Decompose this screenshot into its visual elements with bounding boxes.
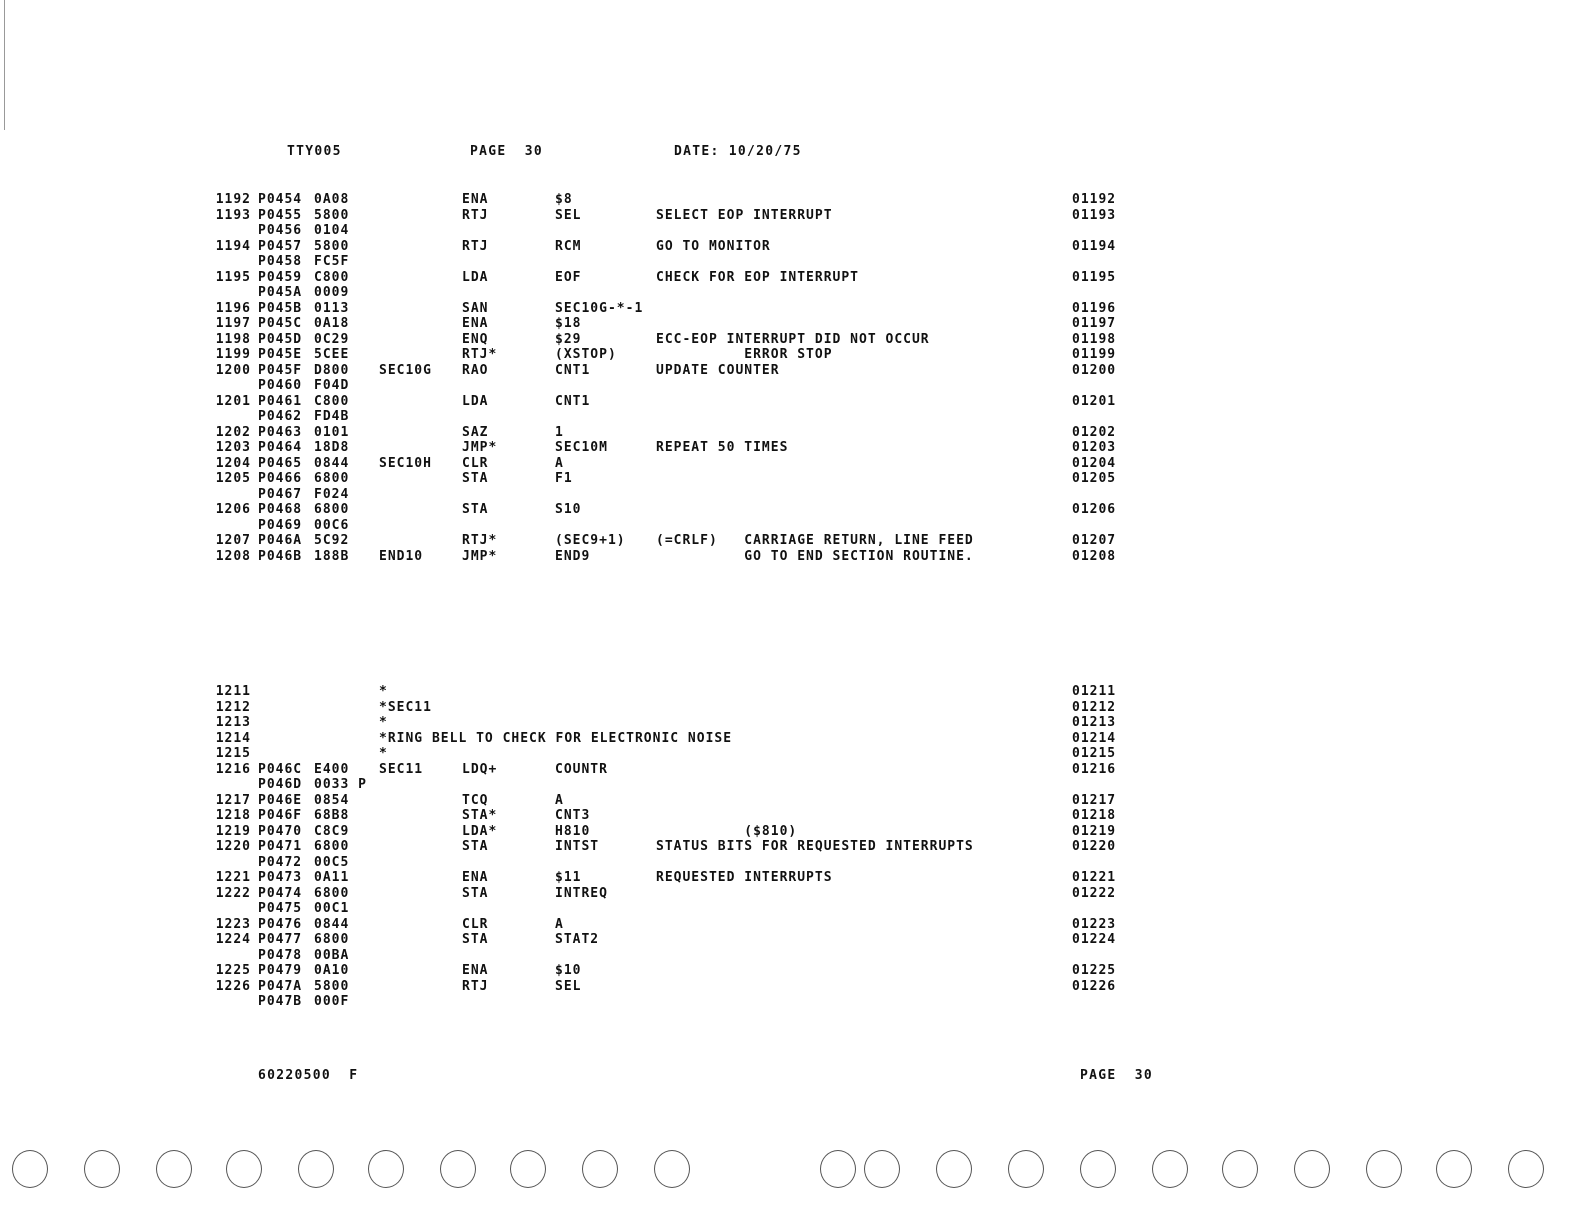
line-number: 1205 <box>215 471 251 486</box>
listing-line <box>0 824 1584 840</box>
object-code: 68B8 <box>314 808 350 823</box>
line-number: 1220 <box>215 839 251 854</box>
footer-page: PAGE 30 <box>1080 1068 1154 1083</box>
object-code: 000F <box>314 994 350 1009</box>
listing-line <box>0 963 1584 979</box>
object-code: 6800 <box>314 471 350 486</box>
line-number: 1194 <box>215 238 251 254</box>
listing-line <box>0 254 1584 270</box>
object-code: 0A08 <box>314 192 350 207</box>
line-number: 1195 <box>215 269 251 285</box>
operand: (SEC9+1) <box>555 533 626 548</box>
object-code: 6800 <box>314 839 350 854</box>
sequence-number: 01194 <box>1072 238 1117 254</box>
comment-text: * <box>379 715 388 730</box>
listing-line <box>0 208 1584 224</box>
comment: CHECK FOR EOP INTERRUPT <box>656 269 860 285</box>
listing-line <box>0 855 1584 871</box>
opcode: STA <box>462 839 489 854</box>
sequence-number: 01193 <box>1072 207 1117 223</box>
address: P0466 <box>258 471 303 486</box>
object-code: 00BA <box>314 947 350 963</box>
comment: (=CRLF) CARRIAGE RETURN, LINE FEED <box>656 533 974 548</box>
program-name: TTY005 <box>287 144 342 159</box>
operand: SEC10G-*-1 <box>555 300 644 316</box>
line-number: 1197 <box>215 316 251 331</box>
listing-line <box>0 239 1584 255</box>
punch-hole <box>864 1150 900 1188</box>
address: P045F <box>258 362 303 378</box>
operand: 1 <box>555 424 564 440</box>
opcode: SAZ <box>462 424 489 440</box>
punch-hole <box>1436 1150 1472 1188</box>
address: P046B <box>258 548 303 564</box>
operand: END9 <box>555 548 591 564</box>
sequence-number: 01211 <box>1072 684 1117 699</box>
opcode: ENA <box>462 316 489 331</box>
sequence-number: 01221 <box>1072 870 1117 885</box>
address: P046E <box>258 792 303 808</box>
line-number: 1226 <box>215 978 251 994</box>
line-number: 1211 <box>215 684 251 699</box>
address: P0468 <box>258 502 303 517</box>
sequence-number: 01196 <box>1072 300 1117 316</box>
punch-hole <box>510 1150 546 1188</box>
address: P0462 <box>258 409 303 424</box>
opcode: SAN <box>462 300 489 316</box>
address: P0461 <box>258 393 303 409</box>
sequence-number: 01226 <box>1072 978 1117 994</box>
opcode: LDA <box>462 393 489 409</box>
listing-line <box>0 347 1584 363</box>
listing-block-2 <box>0 684 1584 1010</box>
operand: $10 <box>555 963 582 978</box>
operand: (XSTOP) <box>555 347 617 362</box>
line-number: 1217 <box>215 792 251 808</box>
punch-hole <box>156 1150 192 1188</box>
comment: UPDATE COUNTER <box>656 362 780 378</box>
punch-hole <box>1008 1150 1044 1188</box>
listing-line <box>0 301 1584 317</box>
operand: $29 <box>555 331 582 347</box>
listing-line <box>0 762 1584 778</box>
listing-line <box>0 471 1584 487</box>
listing-line <box>0 979 1584 995</box>
comment: GO TO END SECTION ROUTINE. <box>656 548 974 564</box>
listing-line <box>0 948 1584 964</box>
listing-line <box>0 518 1584 534</box>
listing-line <box>0 777 1584 793</box>
object-code: 5C92 <box>314 533 350 548</box>
listing-line <box>0 870 1584 886</box>
sequence-number: 01192 <box>1072 192 1117 207</box>
sequence-number: 01224 <box>1072 932 1117 947</box>
operand: INTREQ <box>555 885 608 901</box>
object-code: 0113 <box>314 300 350 316</box>
object-code: 0A11 <box>314 870 350 885</box>
operand: SEL <box>555 207 582 223</box>
sequence-number: 01204 <box>1072 455 1117 471</box>
listing-line <box>0 684 1584 700</box>
address: P0456 <box>258 223 303 238</box>
listing-line <box>0 332 1584 348</box>
address: P046A <box>258 533 303 548</box>
object-code: C800 <box>314 393 350 409</box>
punch-hole <box>1366 1150 1402 1188</box>
address: P0474 <box>258 885 303 901</box>
object-code: 0A10 <box>314 963 350 978</box>
sequence-number: 01205 <box>1072 471 1117 486</box>
address: P0455 <box>258 207 303 223</box>
address: P045B <box>258 300 303 316</box>
object-code: C800 <box>314 269 350 285</box>
object-code: 6800 <box>314 885 350 901</box>
address: P0477 <box>258 932 303 947</box>
object-code: 0101 <box>314 424 350 440</box>
opcode: RTJ <box>462 978 489 994</box>
sequence-number: 01217 <box>1072 792 1117 808</box>
line-number: 1200 <box>215 362 251 378</box>
opcode: RTJ* <box>462 533 498 548</box>
comment: REPEAT 50 TIMES <box>656 440 789 455</box>
address: P045C <box>258 316 303 331</box>
address: P047A <box>258 978 303 994</box>
line-number: 1208 <box>215 548 251 564</box>
comment-text: * <box>379 746 388 761</box>
line-number: 1201 <box>215 393 251 409</box>
punch-hole <box>84 1150 120 1188</box>
address: P0458 <box>258 254 303 269</box>
sequence-number: 01225 <box>1072 963 1117 978</box>
sequence-number: 01206 <box>1072 502 1117 517</box>
punch-hole <box>368 1150 404 1188</box>
listing-line <box>0 223 1584 239</box>
punch-hole <box>298 1150 334 1188</box>
sequence-number: 01218 <box>1072 808 1117 823</box>
object-code: 00C1 <box>314 901 350 916</box>
line-number: 1218 <box>215 808 251 823</box>
object-code: 0A18 <box>314 316 350 331</box>
punch-hole <box>1080 1150 1116 1188</box>
line-number: 1224 <box>215 932 251 947</box>
line-number: 1215 <box>215 746 251 761</box>
address: P0470 <box>258 823 303 839</box>
punch-holes <box>0 1140 1584 1210</box>
address: P0478 <box>258 947 303 963</box>
listing-line <box>0 316 1584 332</box>
line-number: 1212 <box>215 699 251 715</box>
line-number: 1225 <box>215 963 251 978</box>
opcode: RTJ <box>462 207 489 223</box>
object-code: 5800 <box>314 207 350 223</box>
object-code: 0104 <box>314 223 350 238</box>
object-code: 5800 <box>314 238 350 254</box>
sequence-number: 01220 <box>1072 839 1117 854</box>
sequence-number: 01212 <box>1072 699 1117 715</box>
sequence-number: 01200 <box>1072 362 1117 378</box>
listing-line <box>0 886 1584 902</box>
sequence-number: 01198 <box>1072 331 1117 347</box>
punch-hole <box>1294 1150 1330 1188</box>
operand: CNT3 <box>555 808 591 823</box>
opcode: STA <box>462 471 489 486</box>
sequence-number: 01197 <box>1072 316 1117 331</box>
opcode: RAO <box>462 362 489 378</box>
opcode: ENA <box>462 963 489 978</box>
listing-line <box>0 901 1584 917</box>
address: P046D <box>258 777 303 792</box>
comment: ($810) <box>656 823 798 839</box>
operand: COUNTR <box>555 761 608 777</box>
address: P0476 <box>258 916 303 932</box>
listing-line <box>0 549 1584 565</box>
object-code: 0844 <box>314 455 350 471</box>
punch-hole <box>582 1150 618 1188</box>
listing-line <box>0 192 1584 208</box>
listing-line <box>0 793 1584 809</box>
operand: $18 <box>555 316 582 331</box>
address: P047B <box>258 994 303 1009</box>
operand: $11 <box>555 870 582 885</box>
listing-line <box>0 808 1584 824</box>
sequence-number: 01215 <box>1072 746 1117 761</box>
opcode: STA* <box>462 808 498 823</box>
listing-line <box>0 285 1584 301</box>
paper-edge <box>4 0 5 130</box>
object-code: C8C9 <box>314 823 350 839</box>
address: P0467 <box>258 486 303 502</box>
comment: ECC-EOP INTERRUPT DID NOT OCCUR <box>656 331 930 347</box>
line-number: 1223 <box>215 916 251 932</box>
line-number: 1214 <box>215 730 251 746</box>
opcode: ENA <box>462 192 489 207</box>
label: END10 <box>379 548 424 564</box>
sequence-number: 01208 <box>1072 548 1117 564</box>
opcode: RTJ* <box>462 347 498 362</box>
listing-line <box>0 425 1584 441</box>
address: P0473 <box>258 870 303 885</box>
opcode: CLR <box>462 916 489 932</box>
address: P0454 <box>258 192 303 207</box>
opcode: CLR <box>462 455 489 471</box>
sequence-number: 01222 <box>1072 885 1117 901</box>
punch-hole <box>1152 1150 1188 1188</box>
address: P045A <box>258 285 303 300</box>
label: SEC10H <box>379 455 432 471</box>
punch-hole <box>820 1150 856 1188</box>
address: P0471 <box>258 839 303 854</box>
line-number: 1213 <box>215 715 251 730</box>
operand: $8 <box>555 192 573 207</box>
line-number: 1216 <box>215 761 251 777</box>
comment: REQUESTED INTERRUPTS <box>656 870 833 885</box>
object-code: F04D <box>314 378 350 393</box>
listing-line <box>0 746 1584 762</box>
listing-line <box>0 363 1584 379</box>
punch-hole <box>226 1150 262 1188</box>
operand: A <box>555 792 564 808</box>
comment-text: * <box>379 684 388 699</box>
object-code: 6800 <box>314 932 350 947</box>
listing-line <box>0 994 1584 1010</box>
line-number: 1203 <box>215 440 251 455</box>
address: P0472 <box>258 854 303 870</box>
listing-line <box>0 394 1584 410</box>
listing-line <box>0 715 1584 731</box>
sequence-number: 01202 <box>1072 424 1117 440</box>
comment-text: *SEC11 <box>379 699 432 715</box>
object-code: 188B <box>314 548 350 564</box>
opcode: LDA <box>462 269 489 285</box>
line-number: 1221 <box>215 870 251 885</box>
punch-hole <box>1508 1150 1544 1188</box>
object-code: 00C5 <box>314 854 350 870</box>
opcode: ENQ <box>462 331 489 347</box>
operand: F1 <box>555 471 573 486</box>
line-number: 1199 <box>215 347 251 362</box>
operand: H810 <box>555 823 591 839</box>
sequence-number: 01207 <box>1072 533 1117 548</box>
punch-hole <box>654 1150 690 1188</box>
address: P0464 <box>258 440 303 455</box>
operand: SEC10M <box>555 440 608 455</box>
listing-line <box>0 917 1584 933</box>
label: SEC11 <box>379 761 424 777</box>
punch-hole <box>1222 1150 1258 1188</box>
punch-hole <box>936 1150 972 1188</box>
comment: ERROR STOP <box>656 347 833 362</box>
punch-hole <box>12 1150 48 1188</box>
operand: A <box>555 916 564 932</box>
listing-block-1 <box>0 192 1584 564</box>
sequence-number: 01195 <box>1072 269 1117 285</box>
listing-line <box>0 839 1584 855</box>
document-number: 60220500 F <box>258 1068 359 1083</box>
object-code: E400 <box>314 761 350 777</box>
listing-line <box>0 270 1584 286</box>
operand: SEL <box>555 978 582 994</box>
listing-line <box>0 487 1584 503</box>
address: P0459 <box>258 269 303 285</box>
operand: STAT2 <box>555 932 600 947</box>
sequence-number: 01219 <box>1072 823 1117 839</box>
listing-line <box>0 502 1584 518</box>
object-code: 18D8 <box>314 440 350 455</box>
line-number: 1192 <box>215 192 251 207</box>
object-code: F024 <box>314 486 350 502</box>
comment: STATUS BITS FOR REQUESTED INTERRUPTS <box>656 839 974 854</box>
opcode: JMP* <box>462 440 498 455</box>
object-code: 0844 <box>314 916 350 932</box>
address: P045E <box>258 347 303 362</box>
punch-hole <box>440 1150 476 1188</box>
object-code: 0C29 <box>314 331 350 347</box>
comment: GO TO MONITOR <box>656 238 771 254</box>
line-number: 1207 <box>215 533 251 548</box>
sequence-number: 01213 <box>1072 715 1117 730</box>
address: P0465 <box>258 455 303 471</box>
address: P0475 <box>258 901 303 916</box>
opcode: STA <box>462 885 489 901</box>
listing-line <box>0 409 1584 425</box>
address: P0469 <box>258 517 303 533</box>
operand: CNT1 <box>555 362 591 378</box>
object-code: 5800 <box>314 978 350 994</box>
line-number: 1198 <box>215 331 251 347</box>
object-code: 5CEE <box>314 347 350 362</box>
object-code: 0854 <box>314 792 350 808</box>
operand: A <box>555 455 564 471</box>
object-code: 0009 <box>314 285 350 300</box>
line-number: 1219 <box>215 823 251 839</box>
sequence-number: 01223 <box>1072 916 1117 932</box>
operand: INTST <box>555 839 600 854</box>
line-number: 1193 <box>215 207 251 223</box>
header-date: DATE: 10/20/75 <box>674 144 802 159</box>
listing-line <box>0 440 1584 456</box>
comment: SELECT EOP INTERRUPT <box>656 207 833 223</box>
object-code: FD4B <box>314 409 350 424</box>
operand: S10 <box>555 502 582 517</box>
opcode: LDQ+ <box>462 761 498 777</box>
object-code: 00C6 <box>314 517 350 533</box>
sequence-number: 01203 <box>1072 440 1117 455</box>
address: P045D <box>258 331 303 347</box>
listing-line <box>0 456 1584 472</box>
comment-text: *RING BELL TO CHECK FOR ELECTRONIC NOISE <box>379 730 733 746</box>
object-code: 6800 <box>314 502 350 517</box>
sequence-number: 01199 <box>1072 347 1117 362</box>
address: P046C <box>258 761 303 777</box>
address: P0479 <box>258 963 303 978</box>
opcode: TCQ <box>462 792 489 808</box>
line-number: 1222 <box>215 885 251 901</box>
line-number: 1202 <box>215 424 251 440</box>
label: SEC10G <box>379 362 432 378</box>
listing-line <box>0 932 1584 948</box>
object-code: FC5F <box>314 254 350 269</box>
address: P0460 <box>258 378 303 393</box>
address: P046F <box>258 808 303 823</box>
opcode: JMP* <box>462 548 498 564</box>
line-number: 1196 <box>215 300 251 316</box>
operand: RCM <box>555 238 582 254</box>
address: P0457 <box>258 238 303 254</box>
sequence-number: 01201 <box>1072 393 1117 409</box>
object-code: D800 <box>314 362 350 378</box>
listing-line <box>0 731 1584 747</box>
sequence-number: 01216 <box>1072 761 1117 777</box>
listing-line <box>0 378 1584 394</box>
sequence-number: 01214 <box>1072 730 1117 746</box>
opcode: LDA* <box>462 823 498 839</box>
opcode: ENA <box>462 870 489 885</box>
line-number: 1204 <box>215 455 251 471</box>
opcode: RTJ <box>462 238 489 254</box>
opcode: STA <box>462 502 489 517</box>
listing-line <box>0 700 1584 716</box>
line-number: 1206 <box>215 502 251 517</box>
header-page: PAGE 30 <box>470 144 544 159</box>
object-code: 0033 P <box>314 777 367 792</box>
opcode: STA <box>462 932 489 947</box>
operand: CNT1 <box>555 393 591 409</box>
address: P0463 <box>258 424 303 440</box>
operand: EOF <box>555 269 582 285</box>
listing-line <box>0 533 1584 549</box>
